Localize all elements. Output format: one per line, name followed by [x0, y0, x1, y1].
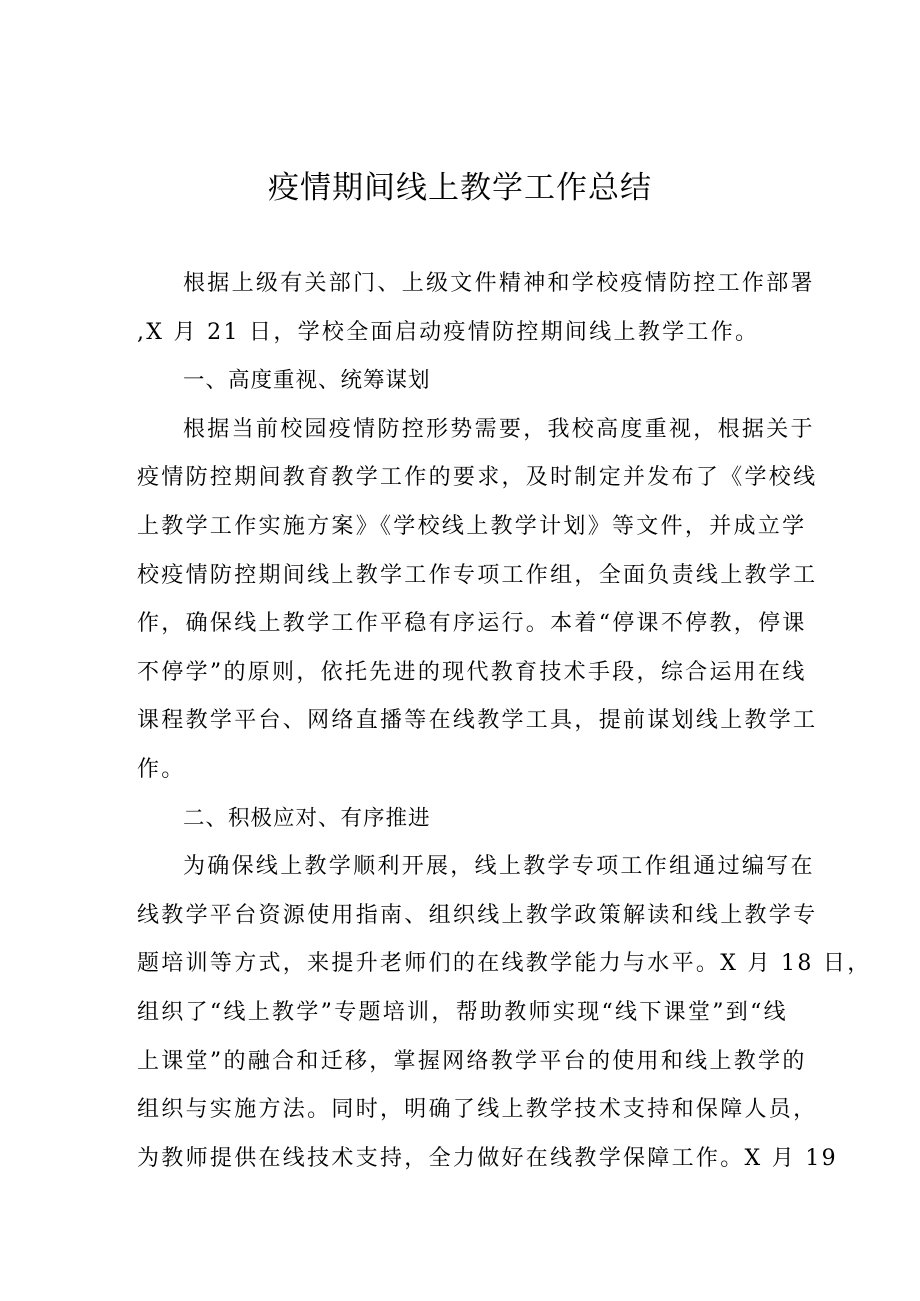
section-heading-2: 二、积极应对、有序推进 — [183, 805, 431, 831]
paragraph-1 — [137, 260, 815, 357]
document-body — [137, 260, 872, 1183]
text-line: 作，确保线上教学工作平稳有序运行。本着“停课不停教，停课 — [137, 611, 807, 637]
text-line: 题培训等方式，来提升老师们的在线教学能力与水平。X 月 18 日， — [137, 951, 872, 977]
text-line: 为确保线上教学顺利开展，线上教学专项工作组通过编写在 — [183, 854, 815, 880]
section-heading-1: 一、高度重视、统筹谋划 — [183, 368, 431, 394]
text-line: 线教学平台资源使用指南、组织线上教学政策解读和线上教学专 — [137, 902, 818, 928]
text-line: 根据上级有关部门、上级文件精神和学校疫情防控工作部署 — [183, 271, 815, 296]
text-line: 疫情防控期间教育教学工作的要求，及时制定并发布了《学校线 — [137, 465, 818, 491]
text-line: 组织与实施方法。同时，明确了线上教学技术支持和保障人员， — [137, 1097, 818, 1123]
text-line: 校疫情防控期间线上教学工作专项工作组，全面负责线上教学工 — [137, 562, 818, 588]
document-title: 疫情期间线上教学工作总结 — [268, 170, 652, 206]
text-line: 上课堂”的融合和迁移，掌握网络教学平台的使用和线上教学的 — [137, 1048, 807, 1074]
text-line: 上教学工作实施方案》《学校线上教学计划》等文件，并成立学 — [137, 513, 807, 539]
text-line: 作。 — [137, 756, 186, 782]
paragraph-2 — [137, 406, 818, 795]
text-line: ,X 月 21 日，学校全面启动疫情防控期间线上教学工作。 — [137, 319, 760, 345]
text-line: 为教师提供在线技术支持，全力做好在线教学保障工作。X 月 19 — [137, 1145, 838, 1171]
text-line: 根据当前校园疫情防控形势需要，我校高度重视，根据关于 — [183, 416, 815, 442]
text-line: 课程教学平台、网络直播等在线教学工具，提前谋划线上教学工 — [137, 708, 818, 734]
text-line: 不停学”的原则，依托先进的现代教育技术手段，综合运用在线 — [137, 659, 807, 685]
paragraph-3 — [137, 843, 872, 1183]
text-line: 组织了“线上教学”专题培训，帮助教师实现“线下课堂”到“线 — [137, 999, 788, 1025]
